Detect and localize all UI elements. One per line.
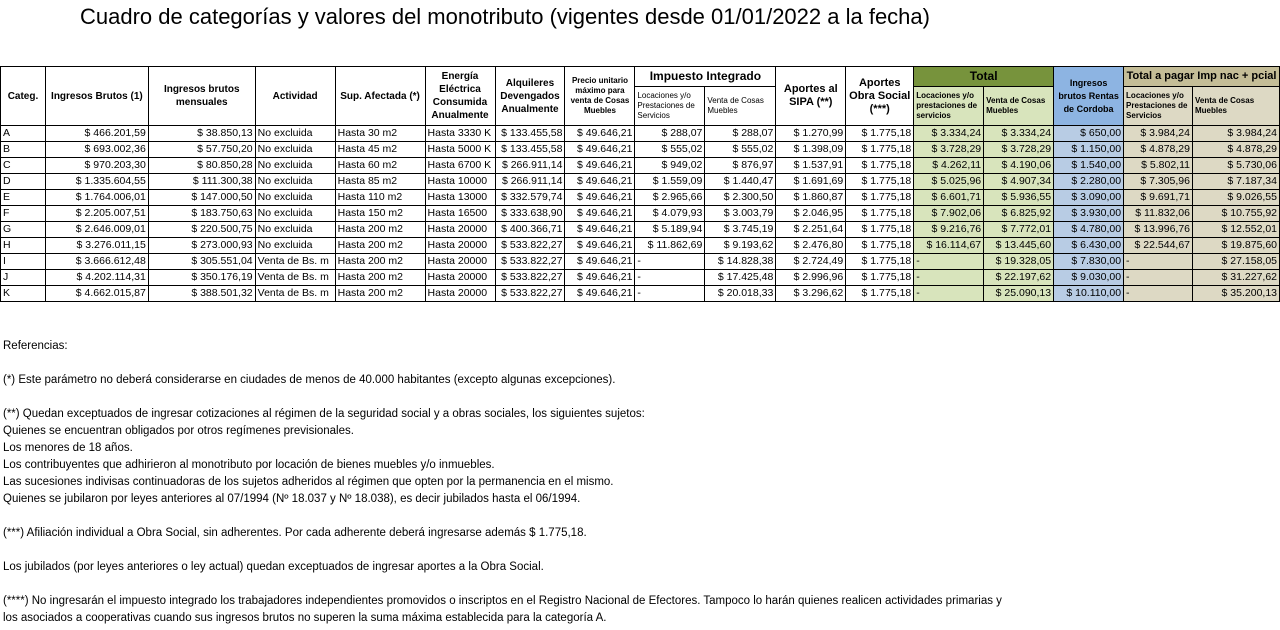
cell-sipa: $ 2.996,96 [776,270,846,286]
cell-tl: $ 3.728,29 [914,142,984,158]
cell-os: $ 1.775,18 [846,254,914,270]
reference-5b: los asociados a cooperativas cuando sus ingresos brutos no superen la suma máxima establecida para la categoría A. [3,612,607,624]
cell-sipa: $ 1.398,09 [776,142,846,158]
cell-os: $ 1.775,18 [846,158,914,174]
cell-os: $ 1.775,18 [846,142,914,158]
reference-4: Los jubilados (por leyes anteriores o ley actual) quedan exceptuados de ingresar aportes a la Obra Social. [3,561,544,573]
cell-pl: $ 13.996,76 [1124,222,1193,238]
header-alquileres: Alquileres Devengados Anualmente [495,67,565,126]
cell-pl: $ 4.878,29 [1124,142,1193,158]
cell-tl: $ 7.902,06 [914,206,984,222]
cell-ibm: $ 220.500,75 [148,222,255,238]
cell-tv: $ 13.445,60 [984,238,1054,254]
cell-pv: $ 27.158,05 [1193,254,1280,270]
cell-ibm: $ 147.000,50 [148,190,255,206]
cell-cat: J [1,270,46,286]
cell-alq: $ 533.822,27 [495,254,565,270]
header-categ: Categ. [1,67,46,126]
cell-sup: Hasta 30 m2 [335,126,425,142]
reference-5a: (****) No ingresarán el impuesto integrado los trabajadores independientes promovidos o inscriptos en el Registro Nacional de Efectores. Tampoco lo harán quienes realicen actividades primarias y [3,595,1002,607]
cell-rc: $ 3.090,00 [1054,190,1124,206]
cell-ib: $ 3.276.011,15 [45,238,148,254]
cell-cat: C [1,158,46,174]
cell-sipa: $ 2.476,80 [776,238,846,254]
cell-tl: - [914,270,984,286]
cell-alq: $ 400.366,71 [495,222,565,238]
table-row [1,158,1280,174]
cell-pv: $ 3.984,24 [1193,126,1280,142]
cell-en: Hasta 20000 [425,222,495,238]
cell-pu: $ 49.646,21 [565,142,635,158]
cell-act: No excluida [255,238,335,254]
cell-cat: D [1,174,46,190]
cell-pv: $ 19.875,60 [1193,238,1280,254]
cell-act: No excluida [255,190,335,206]
cell-cat: I [1,254,46,270]
cell-pu: $ 49.646,21 [565,158,635,174]
header-impuesto-integrado: Impuesto Integrado [635,67,776,87]
cell-sipa: $ 2.251,64 [776,222,846,238]
header-total-venta: Venta de Cosas Muebles [984,87,1054,126]
cell-os: $ 1.775,18 [846,286,914,302]
table-row [1,286,1280,302]
cell-rc: $ 2.280,00 [1054,174,1124,190]
header-ingresos-mensuales: Ingresos brutos mensuales [148,67,255,126]
spacer-cell [495,302,565,317]
spacer-row [1,302,1280,317]
cell-sipa: $ 3.296,62 [776,286,846,302]
cell-sup: Hasta 150 m2 [335,206,425,222]
cell-act: Venta de Bs. m [255,254,335,270]
cell-en: Hasta 20000 [425,238,495,254]
cell-ibm: $ 350.176,19 [148,270,255,286]
cell-alq: $ 533.822,27 [495,238,565,254]
cell-sipa: $ 1.270,99 [776,126,846,142]
cell-act: No excluida [255,158,335,174]
spacer-cell [148,302,255,317]
cell-en: Hasta 20000 [425,286,495,302]
cell-rc: $ 7.830,00 [1054,254,1124,270]
table-row [1,238,1280,254]
cell-ib: $ 1.764.006,01 [45,190,148,206]
spacer-cell [635,302,705,317]
cell-alq: $ 533.822,27 [495,270,565,286]
cell-alq: $ 133.455,58 [495,126,565,142]
cell-alq: $ 332.579,74 [495,190,565,206]
cell-act: Venta de Bs. m [255,270,335,286]
cell-act: No excluida [255,206,335,222]
table-row [1,254,1280,270]
cell-pv: $ 12.552,01 [1193,222,1280,238]
cell-ibm: $ 388.501,32 [148,286,255,302]
cell-en: Hasta 16500 [425,206,495,222]
cell-pl: - [1124,270,1193,286]
cell-ib: $ 466.201,59 [45,126,148,142]
cell-ibm: $ 273.000,93 [148,238,255,254]
header-pagar-locaciones: Locaciones y/o Prestaciones de Servicios [1124,87,1193,126]
cell-ibm: $ 305.551,04 [148,254,255,270]
spacer-cell [776,302,846,317]
spacer-cell [1193,302,1280,317]
cell-tl: $ 3.334,24 [914,126,984,142]
cell-os: $ 1.775,18 [846,222,914,238]
cell-rc: $ 6.430,00 [1054,238,1124,254]
cell-ib: $ 693.002,36 [45,142,148,158]
cell-il: $ 2.965,66 [635,190,705,206]
cell-tl: $ 4.262,11 [914,158,984,174]
cell-alq: $ 133.455,58 [495,142,565,158]
cell-tv: $ 25.090,13 [984,286,1054,302]
cell-tv: $ 5.936,55 [984,190,1054,206]
cell-alq: $ 333.638,90 [495,206,565,222]
references-heading: Referencias: [3,340,68,352]
cell-pu: $ 49.646,21 [565,286,635,302]
cell-en: Hasta 13000 [425,190,495,206]
cell-ib: $ 2.205.007,51 [45,206,148,222]
cell-rc: $ 9.030,00 [1054,270,1124,286]
table-row [1,222,1280,238]
cell-iv: $ 555,02 [705,142,776,158]
references-section [3,338,1002,627]
reference-2-intro: (**) Quedan exceptuados de ingresar cotizaciones al régimen de la seguridad social y a obras sociales, los siguientes sujetos: [3,408,645,420]
reference-2-item: Las sucesiones indivisas continuadoras de los sujetos adheridos al régimen que opten por la permanencia en el mismo. [3,476,614,488]
page-title: Cuadro de categorías y valores del monotributo (vigentes desde 01/01/2022 a la fecha) [80,4,930,29]
spacer-cell [425,302,495,317]
cell-pl: $ 9.691,71 [1124,190,1193,206]
cell-pv: $ 10.755,92 [1193,206,1280,222]
cell-pl: - [1124,286,1193,302]
cell-act: No excluida [255,174,335,190]
cell-pv: $ 9.026,55 [1193,190,1280,206]
cell-en: Hasta 5000 K [425,142,495,158]
reference-2-item: Los contribuyentes que adhirieron al monotributo por locación de bienes muebles y/o inmuebles. [3,459,495,471]
cell-pv: $ 7.187,34 [1193,174,1280,190]
cell-alq: $ 266.911,14 [495,174,565,190]
cell-en: Hasta 20000 [425,254,495,270]
cell-sup: Hasta 85 m2 [335,174,425,190]
cell-ib: $ 1.335.604,55 [45,174,148,190]
cell-act: No excluida [255,126,335,142]
header-precio-unitario: Precio unitario máximo para venta de Cosas Muebles [565,67,635,126]
cell-ibm: $ 183.750,63 [148,206,255,222]
header-imp-venta: Venta de Cosas Muebles [705,87,776,126]
cell-os: $ 1.775,18 [846,270,914,286]
cell-os: $ 1.775,18 [846,238,914,254]
cell-os: $ 1.775,18 [846,206,914,222]
cell-cat: B [1,142,46,158]
cell-rc: $ 1.150,00 [1054,142,1124,158]
cell-sup: Hasta 200 m2 [335,238,425,254]
spacer-cell [1,302,46,317]
cell-en: Hasta 10000 [425,174,495,190]
cell-sup: Hasta 200 m2 [335,286,425,302]
cell-cat: F [1,206,46,222]
cell-pu: $ 49.646,21 [565,254,635,270]
reference-2-item: Quienes se encuentran obligados por otros regímenes previsionales. [3,425,354,437]
cell-rc: $ 10.110,00 [1054,286,1124,302]
cell-ib: $ 4.202.114,31 [45,270,148,286]
cell-ibm: $ 38.850,13 [148,126,255,142]
cell-iv: $ 876,97 [705,158,776,174]
cell-il: $ 4.079,93 [635,206,705,222]
cell-tl: $ 6.601,71 [914,190,984,206]
cell-sipa: $ 2.046,95 [776,206,846,222]
cell-ibm: $ 57.750,20 [148,142,255,158]
header-ingresos-rentas: Ingresos brutos Rentas de Cordoba [1054,67,1124,126]
cell-tv: $ 6.825,92 [984,206,1054,222]
cell-ib: $ 2.646.009,01 [45,222,148,238]
reference-3: (***) Afiliación individual a Obra Social, sin adherentes. Por cada adherente deberá ingresarse además $ 1.775,18. [3,527,587,539]
spacer-cell [1124,302,1193,317]
cell-tv: $ 3.728,29 [984,142,1054,158]
spacer-cell [45,302,148,317]
reference-2-item: Quienes se jubilaron por leyes anteriores al 07/1994 (Nº 18.037 y Nº 18.038), es decir jubilados hasta el 06/1994. [3,493,581,505]
cell-iv: $ 3.745,19 [705,222,776,238]
cell-pv: $ 31.227,62 [1193,270,1280,286]
cell-tv: $ 19.328,05 [984,254,1054,270]
cell-sup: Hasta 45 m2 [335,142,425,158]
spacer-cell [335,302,425,317]
cell-sup: Hasta 110 m2 [335,190,425,206]
cell-tl: - [914,286,984,302]
cell-act: Venta de Bs. m [255,286,335,302]
cell-alq: $ 266.911,14 [495,158,565,174]
cell-tl: $ 5.025,96 [914,174,984,190]
cell-act: No excluida [255,222,335,238]
cell-tv: $ 4.907,34 [984,174,1054,190]
cell-alq: $ 533.822,27 [495,286,565,302]
table-row [1,190,1280,206]
cell-pl: $ 5.802,11 [1124,158,1193,174]
cell-pv: $ 5.730,06 [1193,158,1280,174]
spacer-cell [914,302,984,317]
cell-pu: $ 49.646,21 [565,270,635,286]
header-total-locaciones: Locaciones y/o prestaciones de servicios [914,87,984,126]
cell-rc: $ 4.780,00 [1054,222,1124,238]
header-aportes-sipa: Aportes al SIPA (**) [776,67,846,126]
table-row [1,206,1280,222]
cell-os: $ 1.775,18 [846,190,914,206]
cell-il: $ 1.559,09 [635,174,705,190]
cell-rc: $ 650,00 [1054,126,1124,142]
cell-il: - [635,286,705,302]
cell-iv: $ 20.018,33 [705,286,776,302]
cell-il: $ 11.862,69 [635,238,705,254]
cell-tl: - [914,254,984,270]
cell-pl: $ 7.305,96 [1124,174,1193,190]
cell-iv: $ 3.003,79 [705,206,776,222]
cell-ib: $ 970.203,30 [45,158,148,174]
cell-ib: $ 3.666.612,48 [45,254,148,270]
header-ingresos-brutos: Ingresos Brutos (1) [45,67,148,126]
cell-il: $ 5.189,94 [635,222,705,238]
monotributo-table [0,66,1280,316]
spacer-cell [1054,302,1124,317]
cell-il: $ 949,02 [635,158,705,174]
table-row [1,142,1280,158]
header-pagar-venta: Venta de Cosas Muebles [1193,87,1280,126]
header-actividad: Actividad [255,67,335,126]
cell-pl: $ 3.984,24 [1124,126,1193,142]
header-energia: Energía Eléctrica Consumida Anualmente [425,67,495,126]
cell-pv: $ 35.200,13 [1193,286,1280,302]
cell-rc: $ 3.930,00 [1054,206,1124,222]
cell-tl: $ 16.114,67 [914,238,984,254]
cell-sup: Hasta 60 m2 [335,158,425,174]
cell-il: - [635,254,705,270]
spacer-cell [705,302,776,317]
header-total-pagar: Total a pagar Imp nac + pcial [1124,67,1280,87]
cell-cat: G [1,222,46,238]
cell-sup: Hasta 200 m2 [335,254,425,270]
cell-os: $ 1.775,18 [846,126,914,142]
cell-il: $ 555,02 [635,142,705,158]
cell-cat: H [1,238,46,254]
cell-pu: $ 49.646,21 [565,206,635,222]
cell-cat: E [1,190,46,206]
cell-pu: $ 49.646,21 [565,190,635,206]
cell-pv: $ 4.878,29 [1193,142,1280,158]
reference-1: (*) Este parámetro no deberá considerarse en ciudades de menos de 40.000 habitantes (excepto algunas excepciones). [3,374,616,386]
header-sup-afectada: Sup. Afectada (*) [335,67,425,126]
header-imp-locaciones: Locaciones y/o Prestaciones de Servicios [635,87,705,126]
spacer-cell [984,302,1054,317]
cell-sipa: $ 1.691,69 [776,174,846,190]
cell-tv: $ 7.772,01 [984,222,1054,238]
cell-il: - [635,270,705,286]
reference-2-item: Los menores de 18 años. [3,442,133,454]
cell-pl: $ 11.832,06 [1124,206,1193,222]
cell-pu: $ 49.646,21 [565,126,635,142]
cell-pu: $ 49.646,21 [565,222,635,238]
cell-tl: $ 9.216,76 [914,222,984,238]
cell-pu: $ 49.646,21 [565,238,635,254]
cell-il: $ 288,07 [635,126,705,142]
spacer-cell [846,302,914,317]
cell-pl: $ 22.544,67 [1124,238,1193,254]
header-aportes-obra-social: Aportes Obra Social (***) [846,67,914,126]
spacer-cell [565,302,635,317]
cell-tv: $ 4.190,06 [984,158,1054,174]
cell-rc: $ 1.540,00 [1054,158,1124,174]
cell-pl: - [1124,254,1193,270]
cell-iv: $ 1.440,47 [705,174,776,190]
cell-ibm: $ 111.300,38 [148,174,255,190]
cell-en: Hasta 3330 K [425,126,495,142]
cell-iv: $ 17.425,48 [705,270,776,286]
table-row [1,126,1280,142]
cell-cat: A [1,126,46,142]
cell-pu: $ 49.646,21 [565,174,635,190]
cell-ibm: $ 80.850,28 [148,158,255,174]
cell-sup: Hasta 200 m2 [335,222,425,238]
cell-sup: Hasta 200 m2 [335,270,425,286]
cell-en: Hasta 20000 [425,270,495,286]
cell-iv: $ 9.193,62 [705,238,776,254]
cell-ib: $ 4.662.015,87 [45,286,148,302]
cell-iv: $ 14.828,38 [705,254,776,270]
cell-tv: $ 3.334,24 [984,126,1054,142]
table-row [1,174,1280,190]
table-row [1,270,1280,286]
cell-cat: K [1,286,46,302]
cell-sipa: $ 1.537,91 [776,158,846,174]
cell-act: No excluida [255,142,335,158]
cell-en: Hasta 6700 K [425,158,495,174]
spacer-cell [255,302,335,317]
cell-sipa: $ 2.724,49 [776,254,846,270]
cell-os: $ 1.775,18 [846,174,914,190]
cell-tv: $ 22.197,62 [984,270,1054,286]
cell-iv: $ 288,07 [705,126,776,142]
header-total: Total [914,67,1054,87]
cell-iv: $ 2.300,50 [705,190,776,206]
cell-sipa: $ 1.860,87 [776,190,846,206]
